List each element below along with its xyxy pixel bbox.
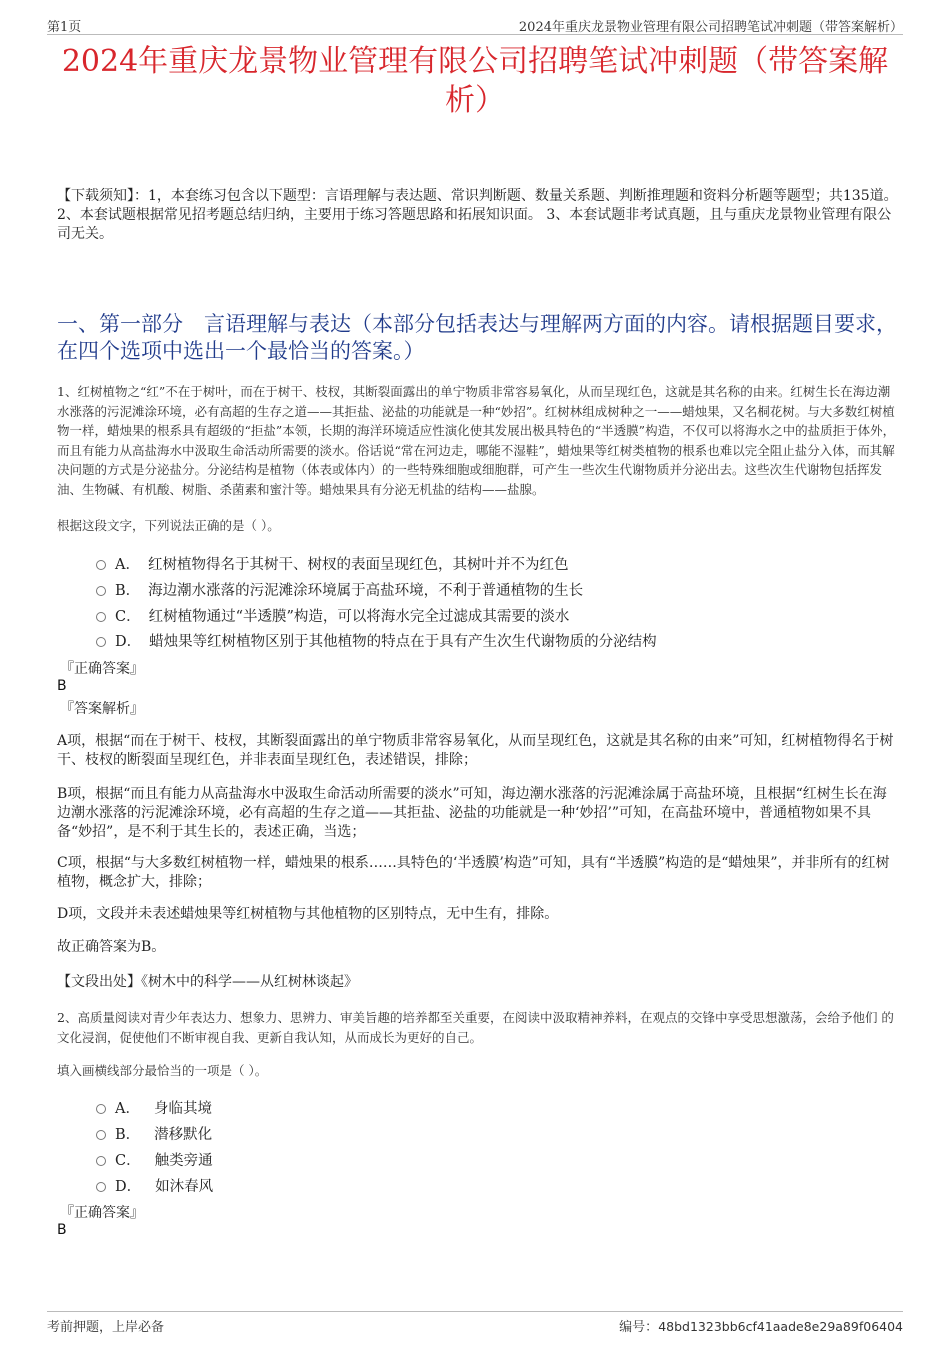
question-1-answer-label: 『正确答案』 — [60, 661, 144, 677]
question-2-option-a[interactable]: A． 身临其境 — [96, 1097, 212, 1118]
radio-icon[interactable] — [96, 1182, 106, 1192]
question-1-passage: 1、红树植物之“红”不在于树叶，而在于树干、枝杈，其断裂面露出的单宁物质非常容易氧化，从而呈现红色，这就是其名称的由来。红树生长在海边潮水涨落的污泥滩涂环境，必有高超的生存之道——其拒盐、泌盐的功能就是一种“妙招”。红树林组成树种之一——蜡烛果，又名桐花树。与大多数红树植物一样，蜡烛果的根系具有超级的“拒盐”本领，长期的海洋环境适应性演化使其发展出极具特色的“半透膜”构造，不仅可以将海水之中的盐质拒于体外，而且有能力从高盐海水中汲取生命活动所需要的淡水。俗话说“常在河边走，哪能不湿鞋”，蜡烛果等红树类植物的根系也难以完全阻止盐分入体，而其解决问题的方式是分泌盐分。分泌结构是植物（体表或体内）的一些特殊细胞或细胞群，可产生一些次生代谢物质并分泌出去。这些次生代谢物包括挥发油、生物碱、有机酸、树脂、杀菌素和蜜汁等。蜡烛果具有分泌无机盐的结构——盐腺。 — [57, 384, 896, 497]
question-2-answer-label: 『正确答案』 — [60, 1205, 144, 1221]
analysis-item-b: B项，根据“而且有能力从高盐海水中汲取生命活动所需要的淡水”可知，海边潮水涨落的污泥滩涂属于高盐环境，且根据“红树生长在海边潮水涨落的污泥滩涂环境，必有高超的生存之道——其拒盐、泌盐的功能就是一种‘妙招’”可知，在高盐环境中，普通植物如果不具备“妙招”，是不利于其生长的，表述正确，当选； — [57, 786, 887, 840]
question-1-option-a[interactable]: A． 红树植物得名于其树干、树杈的表面呈现红色，其树叶并不为红色 — [96, 553, 568, 574]
header-doc-title: 2024年重庆龙景物业管理有限公司招聘笔试冲刺题（带答案解析） — [518, 20, 903, 35]
question-1-analysis-label: 『答案解析』 — [60, 701, 144, 717]
section-heading: 一、第一部分 言语理解与表达（本部分包括表达与理解两方面的内容。请根据题目要求，在四个选项中选出一个最恰当的答案。） — [57, 312, 897, 363]
question-2-option-c[interactable]: C． 触类旁通 — [96, 1149, 213, 1170]
footer-slogan: 考前押题，上岸必备 — [47, 1320, 165, 1335]
radio-icon[interactable] — [96, 586, 106, 596]
question-2-option-d[interactable]: D． 如沐春风 — [96, 1175, 213, 1196]
radio-icon[interactable] — [96, 637, 106, 647]
footer-code: 编号：48bd1323bb6cf41aade8e29a89f06404 — [619, 1319, 903, 1335]
page-footer — [47, 1311, 903, 1334]
page-number: 第1页 — [47, 20, 82, 35]
question-2-option-b[interactable]: B． 潜移默化 — [96, 1123, 212, 1144]
radio-icon[interactable] — [96, 1104, 106, 1114]
download-notice: 【下载须知】：1，本套练习包含以下题型：言语理解与表达题、常识判断题、数量关系题、判断推理题和资料分析题等题型；共135道。 2、本套试题根据常见招考题总结归纳，主要用于练习答题思路和拓展知识面。 3、本套试题非考试真题，且与重庆龙景物业管理有限公司无关。 — [57, 188, 898, 242]
page-header — [47, 14, 903, 35]
question-1-option-b[interactable]: B． 海边潮水涨落的污泥滩涂环境属于高盐环境，不利于普通植物的生长 — [96, 579, 583, 600]
radio-icon[interactable] — [96, 612, 106, 622]
question-1-option-c[interactable]: C． 红树植物通过“半透膜”构造，可以将海水完全过滤成其需要的淡水 — [96, 605, 569, 626]
question-1-prompt: 根据这段文字，下列说法正确的是（ ）。 — [57, 518, 280, 533]
question-1-source: 【文段出处】《树木中的科学——从红树林谈起》 — [57, 974, 358, 990]
analysis-item-d: D项，文段并未表述蜡烛果等红树植物与其他植物的区别特点，无中生有，排除。 — [57, 906, 559, 922]
analysis-conclusion: 故正确答案为B。 — [57, 939, 166, 955]
question-1-answer: B — [57, 678, 67, 694]
question-2-passage: 2、高质量阅读对青少年表达力、想象力、思辨力、审美旨趣的培养都至关重要，在阅读中汲取精神养料，在观点的交锋中享受思想激荡，会给予他们 的文化浸润，促使他们不断审视自我、更新自我认知，从而成长为更好的自己。 — [57, 1010, 894, 1045]
question-2-answer: B — [57, 1222, 67, 1238]
radio-icon[interactable] — [96, 560, 106, 570]
analysis-item-a: A项，根据“而在于树干、枝杈，其断裂面露出的单宁物质非常容易氧化，从而呈现红色，这就是其名称的由来”可知，红树植物得名于树干、枝杈的断裂面呈现红色，并非表面呈现红色，表述错误，排除； — [57, 733, 894, 768]
radio-icon[interactable] — [96, 1156, 106, 1166]
analysis-item-c: C项，根据“与大多数红树植物一样，蜡烛果的根系……具特色的‘半透膜’构造”可知，具有“半透膜”构造的是“蜡烛果”，并非所有的红树植物，概念扩大，排除； — [57, 855, 890, 890]
document-title: 2024年重庆龙景物业管理有限公司招聘笔试冲刺题（带答案解析） — [61, 44, 889, 118]
question-1-option-d[interactable]: D． 蜡烛果等红树植物区别于其他植物的特点在于具有产生次生代谢物质的分泌结构 — [96, 630, 657, 651]
radio-icon[interactable] — [96, 1130, 106, 1140]
question-2-prompt: 填入画横线部分最恰当的一项是（ ）。 — [57, 1063, 268, 1078]
